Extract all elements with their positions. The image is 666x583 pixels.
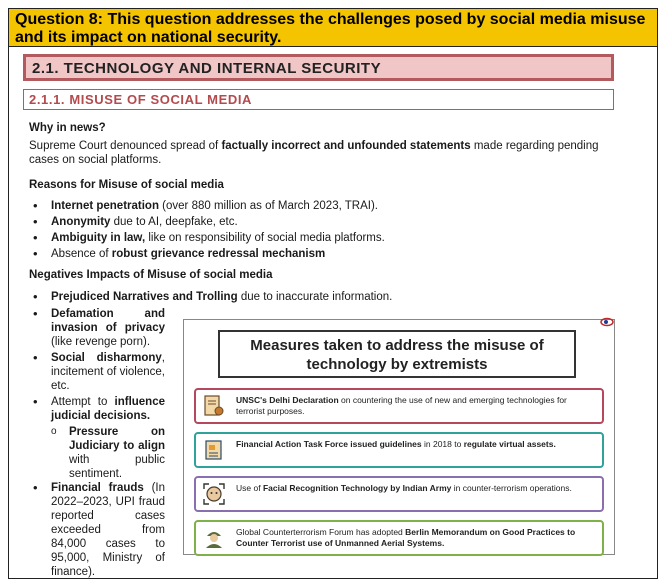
negatives-list [29, 307, 165, 581]
list-item: • Ambiguity in law, like on responsibility of social media platforms. [29, 231, 619, 245]
why-paragraph: Supreme Court denounced spread of factually incorrect and unfounded statements made regarding pending cases on social platforms. [29, 140, 599, 166]
measures-infographic [183, 319, 615, 555]
face-scan-icon [202, 482, 226, 506]
soldier-icon [202, 526, 226, 550]
measure-card-unsc: UNSC's Delhi Declaration on countering the use of new and emerging technologies for terrorist purposes. [194, 388, 604, 424]
list-item: • Prejudiced Narratives and Trolling due to inaccurate information. [29, 290, 619, 304]
list-item: • Financial frauds (In 2022–2023, UPI fraud reported cases exceeded from 84,000 cases to 95,000, Ministry of finance). [29, 481, 165, 579]
section-title: 2.1. TECHNOLOGY AND INTERNAL SECURITY [23, 54, 614, 81]
sub-list-item: o Pressure on Judiciary to align with public sentiment. [29, 425, 165, 481]
why-heading: Why in news? [29, 122, 106, 134]
measure-card-fatf: Financial Action Task Force issued guidelines in 2018 to regulate virtual assets. [194, 432, 604, 468]
negatives-first [29, 290, 619, 306]
brand-logo-icon [600, 317, 614, 327]
subsection-title: 2.1.1. MISUSE OF SOCIAL MEDIA [23, 89, 614, 110]
document-icon [202, 394, 226, 418]
measure-card-berlin-memorandum: Global Counterterrorism Forum has adopted Berlin Memorandum on Good Practices to Counter Terrorist use of Unmanned Aerial Systems. [194, 520, 604, 556]
list-item: • Social disharmony, incitement of violence, etc. [29, 351, 165, 393]
list-item: • Anonymity due to AI, deepfake, etc. [29, 215, 619, 229]
ledger-icon [202, 438, 226, 462]
list-item: • Internet penetration (over 880 million as of March 2023, TRAI). [29, 199, 619, 213]
question-banner: Question 8: This question addresses the challenges posed by social media misuse and its impact on national security. [9, 9, 657, 47]
list-item: • Defamation and invasion of privacy (like revenge porn). [29, 307, 165, 349]
list-item: • Absence of robust grievance redressal mechanism [29, 247, 619, 261]
list-item: • Attempt to influence judicial decisions. [29, 395, 165, 423]
reasons-heading: Reasons for Misuse of social media [29, 179, 224, 191]
infographic-title: Measures taken to address the misuse of technology by extremists [218, 330, 576, 378]
negatives-heading: Negatives Impacts of Misuse of social media [29, 269, 273, 281]
reasons-list [29, 199, 619, 263]
page-frame [8, 8, 658, 579]
measure-card-facial-recognition: Use of Facial Recognition Technology by Indian Army in counter-terrorism operations. [194, 476, 604, 512]
